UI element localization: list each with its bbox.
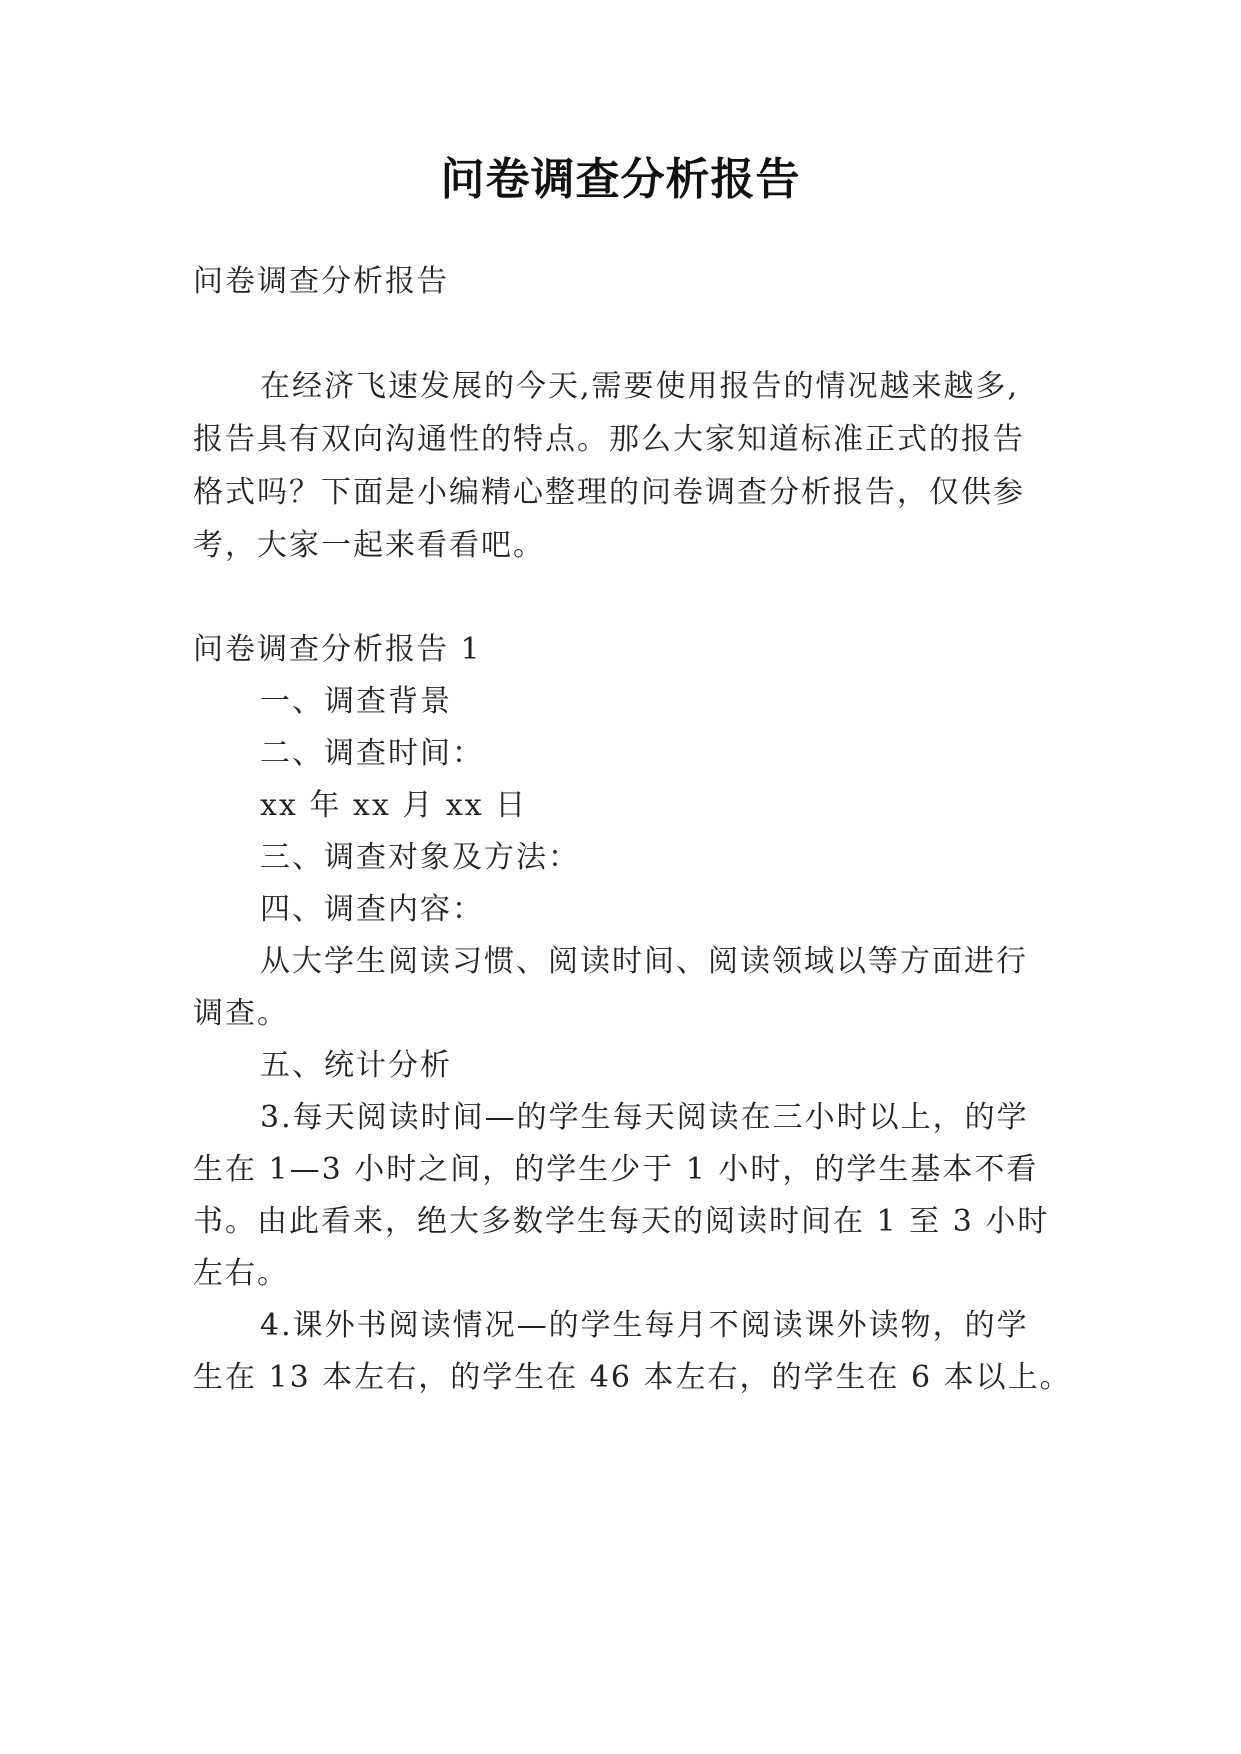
item3-line-3: 书。由此看来，绝大多数学生每天的阅读时间在 1 至 3 小时	[193, 1204, 1050, 1239]
section-background: 一、调查背景	[260, 684, 452, 719]
item3-line-2: 生在 1—3 小时之间，的学生少于 1 小时，的学生基本不看	[193, 1152, 1039, 1187]
section-date: xx 年 xx 月 xx 日	[260, 788, 528, 823]
item3-line-4: 左右。	[193, 1256, 289, 1291]
section-content: 四、调查内容：	[260, 892, 484, 927]
item3-line-1: 3.每天阅读时间—的学生每天阅读在三小时以上，的学	[260, 1100, 1029, 1135]
item4-line-1: 4.课外书阅读情况—的学生每月不阅读课外读物，的学	[260, 1308, 1029, 1343]
document-subtitle: 问卷调查分析报告	[193, 264, 449, 299]
content-line-1: 从大学生阅读习惯、阅读时间、阅读领域以等方面进行	[260, 944, 1028, 979]
report-heading: 问卷调查分析报告 1	[193, 632, 482, 667]
section-subject: 三、调查对象及方法：	[260, 840, 580, 875]
document-title: 问卷调查分析报告	[440, 154, 801, 205]
intro-line-4: 考，大家一起来看看吧。	[193, 528, 545, 563]
section-time: 二、调查时间：	[260, 736, 484, 771]
section-stats: 五、统计分析	[260, 1048, 452, 1083]
item4-line-2: 生在 13 本左右，的学生在 46 本左右，的学生在 6 本以上。	[193, 1360, 1072, 1395]
intro-line-2: 报告具有双向沟通性的特点。那么大家知道标准正式的报告	[193, 422, 1025, 457]
intro-line-3: 格式吗？下面是小编精心整理的问卷调查分析报告，仅供参	[193, 475, 1025, 510]
content-line-2: 调查。	[193, 996, 289, 1031]
intro-line-1: 在经济飞速发展的今天,需要使用报告的情况越来越多,	[260, 369, 1020, 404]
